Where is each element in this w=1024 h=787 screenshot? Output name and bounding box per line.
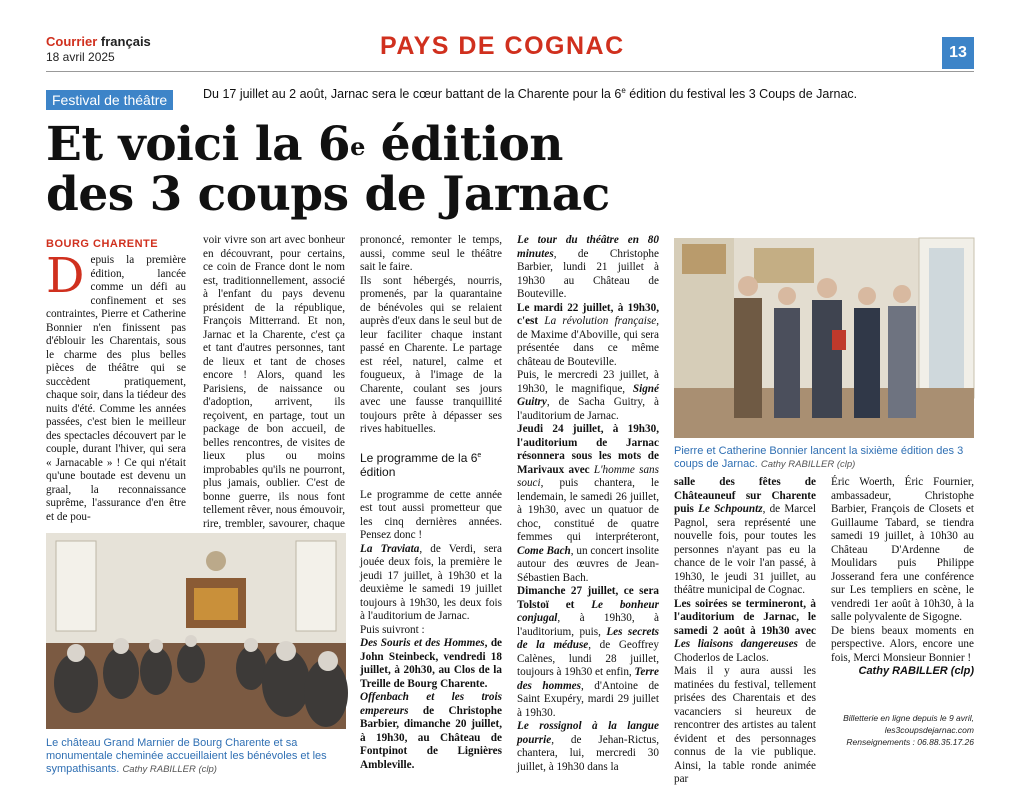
header-divider (46, 71, 974, 72)
paragraph: epuis la première édition, lancée comme un défi au confinement et ses contraintes, Pierre et Catherine Bonnier n'en finissent pas d'éblouir les Charentais, sous le charme des plus belles pièces de théâtre qui se succèdent pratiquement, chaque soir, dans la tiédeur des nuits d'été. Comme les années passées, c'est bien le meilleur des spectacles découvert par le couple, durant l'hiver, qui sera « Jarnacable » ! Ce qui n'était qu'une boutade est devenu un graal, la reconnaissance suprême, l'assurance d'en être et de pou- (46, 254, 186, 523)
paragraph: Offenbach et les trois empereurs de Christophe Barbier, dimanche 20 juillet, à 19h30, au Château de Fontpinot de Lignières Ambleville. (360, 691, 502, 771)
article-kicker: Festival de théâtre (46, 90, 173, 110)
article-column-1 (46, 248, 186, 524)
newspaper-brand: Courrier français (46, 34, 151, 49)
paragraph: Puis, le mercredi 23 juillet, à 19h30, le magnifique, Signé Guitry, de Sacha Guitry, à l'auditorium de Jarnac. (517, 369, 659, 422)
paragraph: Le mardi 22 juillet, à 19h30, c'est La révolution française, de Maxime d'Aboville, qui sera présentée dans ce même château de Bouteville. (517, 301, 660, 368)
paragraph: Dimanche 27 juillet, ce sera Tolstoï et Le bonheur conjugal, à 19h30, à l'auditorium, puis, Les secrets de la méduse, de Geoffrey Calènes, lundi 28 juillet, toujours à 19h30 et enfin, Terre des hommes, d'Antoine de Saint Exupéry, mardi 29 juillet à 19h30. (517, 585, 659, 719)
author-signature: Cathy RABILLER (clp) (858, 665, 974, 677)
paragraph: Mais il y aura aussi les matinées du festival, tellement prisées des Charentais et des vacanciers si heureux de rencontrer des artistes au talent évident et des personnages connus de la vie publique. Ainsi, la table ronde animée par (674, 665, 816, 785)
page-number: 13 (942, 37, 974, 69)
article-location: BOURG CHARENTE (46, 238, 159, 250)
article-column-6 (831, 476, 974, 706)
paragraph: voir vivre son art avec bonheur en découvrant, pour certains, ce coin de France dont le nom est, traditionnellement, associé à l'enfant du pays devenu président de la république, François Mitterrand. Et non, Jarnac et la Charente, c'est ça et tant d'autres personnes, tant de lieux et tant de choses encore ! Alors, quand les Parisiens, de naissance ou d'adoption, arrivent, ils reçoivent, en partage, tout un package de bon accueil, de belles rencontres, de visites de lieux plus ou moins improbables qu'ils ne pourront, plus jamais, oublier. C'est de bonne guerre, ils nous font tellement rêver, nous émouvoir, rire, trembler, savourer, chaque (203, 234, 345, 530)
paragraph: prononcé, remonter le temps, aussi, comme seul le théâtre sait le faire. (360, 234, 502, 273)
drop-cap: D (46, 248, 85, 304)
article-column-5 (674, 476, 817, 785)
paragraph: Le rossignol à la langue pourrie, de Jehan-Rictus, chantera, lui, mercredi 30 juillet, à 19h30 dans la (517, 720, 659, 773)
paragraph: Éric Woerth, Éric Fournier, ambassadeur, Christophe Barbier, François de Closets et Guillaume Tabard, se tiendra samedi 19 juillet, à 10h30 au Château D'Ardenne de Moulidars puis Philippe Josserand fera une conférence sur Les templiers en scène, le vendredi 1er août à 10h30, à la salle polyvalente de Sigogne. (831, 476, 974, 623)
article-headline: Et voici la 6e édition des 3 coups de Jarnac (46, 117, 610, 222)
photo-chateau-interior (46, 533, 346, 729)
program-subhead: Le programme de la 6e édition (360, 450, 482, 479)
article-intro: Du 17 juillet au 2 août, Jarnac sera le cœur battant de la Charente pour la 6e édition du festival les 3 Coups de Jarnac. (203, 86, 858, 102)
article-column-2 (203, 234, 345, 530)
photo-caption-2: Pierre et Catherine Bonnier lancent la sixième édition des 3 coups de Jarnac. Cathy RABILLER (clp) (674, 445, 964, 470)
paragraph: De biens beaux moments en perspective. Alors, encore une fois, Merci Monsieur Bonnier ! (831, 624, 974, 664)
chateau-interior-illustration (46, 533, 346, 729)
paragraph: Jeudi 24 juillet, à 19h30, l'auditorium de Jarnac résonnera sous les mots de Marivaux avec L'homme sans souci, puis chantera, le lendemain, le samedi 26 juillet, à 19h30, avec un quatuor de choc, constitué de quatre femmes qui interpréteront, Come Bach, un concert insolite autour des œuvres de Jean-Sébastien Bach. (517, 423, 659, 584)
paragraph: La Traviata, de Verdi, sera jouée deux fois, la première le jeudi 17 juillet, à 19h30 et la deuxième le samedi 19 juillet toujours à 19h30, les deux fois à l'auditorium de Jarnac. (360, 542, 502, 622)
ticketing-info: Billetterie en ligne depuis le 9 avril, les3coupsdejarnac.com Renseignements : 06.88.35.17.26 (831, 712, 974, 748)
section-title: PAYS DE COGNAC (380, 32, 625, 60)
photo-credit: Cathy RABILLER (clp) (122, 764, 217, 775)
paragraph: Des Souris et des Hommes, de John Steinbeck, vendredi 18 juillet, à 20h30, au Clos de la Treille de Bourg Charente. (360, 637, 503, 690)
paragraph: Ils sont hébergés, nourris, promenés, par la quarantaine de bénévoles qui se relaient auprès d'eux dans le seul but de leur faciliter chaque instant passé en Charente. Le partage est réel, naturel, calme et fougueux, à l'image de la Charente, coulant ses jours avec une fausse tranquillité toujours prête à dépasser ses rives habituelles. (360, 274, 502, 435)
paragraph: Les soirées se termineront, à l'auditorium de Jarnac, le samedi 2 août à 19h30 avec Les liaisons dangereuses de Choderlos de Laclos. (674, 597, 817, 664)
paragraph: Le tour du théâtre en 80 minutes, de Christophe Barbier, lundi 21 juillet à 19h30 au Château de Bouteville. (517, 234, 659, 300)
paragraph: Puis suivront : (360, 623, 425, 636)
photo-credit: Cathy RABILLER (clp) (760, 459, 856, 470)
group-portrait-illustration (674, 238, 974, 438)
paragraph: salle des fêtes de Châteauneuf sur Charente puis Le Schpountz, de Marcel Pagnol, sera représenté une nouvelle fois, pour toutes les personnes n'ayant pas eu la chance de le voir l'an passé, à 19h30, le jeudi 31 juillet, au théâtre municipal de Cognac. (674, 476, 816, 596)
ticketing-website[interactable]: les3coupsdejarnac.com (884, 725, 974, 735)
photo-bonnier-group (674, 238, 974, 438)
article-column-4 (517, 234, 659, 774)
issue-date: 18 avril 2025 (46, 50, 115, 64)
article-column-3 (360, 234, 502, 770)
paragraph: Le programme de cette année est tout aussi prometteur que les cinq dernières années. Pensez donc ! (360, 488, 502, 541)
photo-caption-1: Le château Grand Marnier de Bourg Charente et sa monumentale cheminée accueillaient les bénévoles et les sympathisants. Cathy RABILLER (clp) (46, 737, 327, 775)
